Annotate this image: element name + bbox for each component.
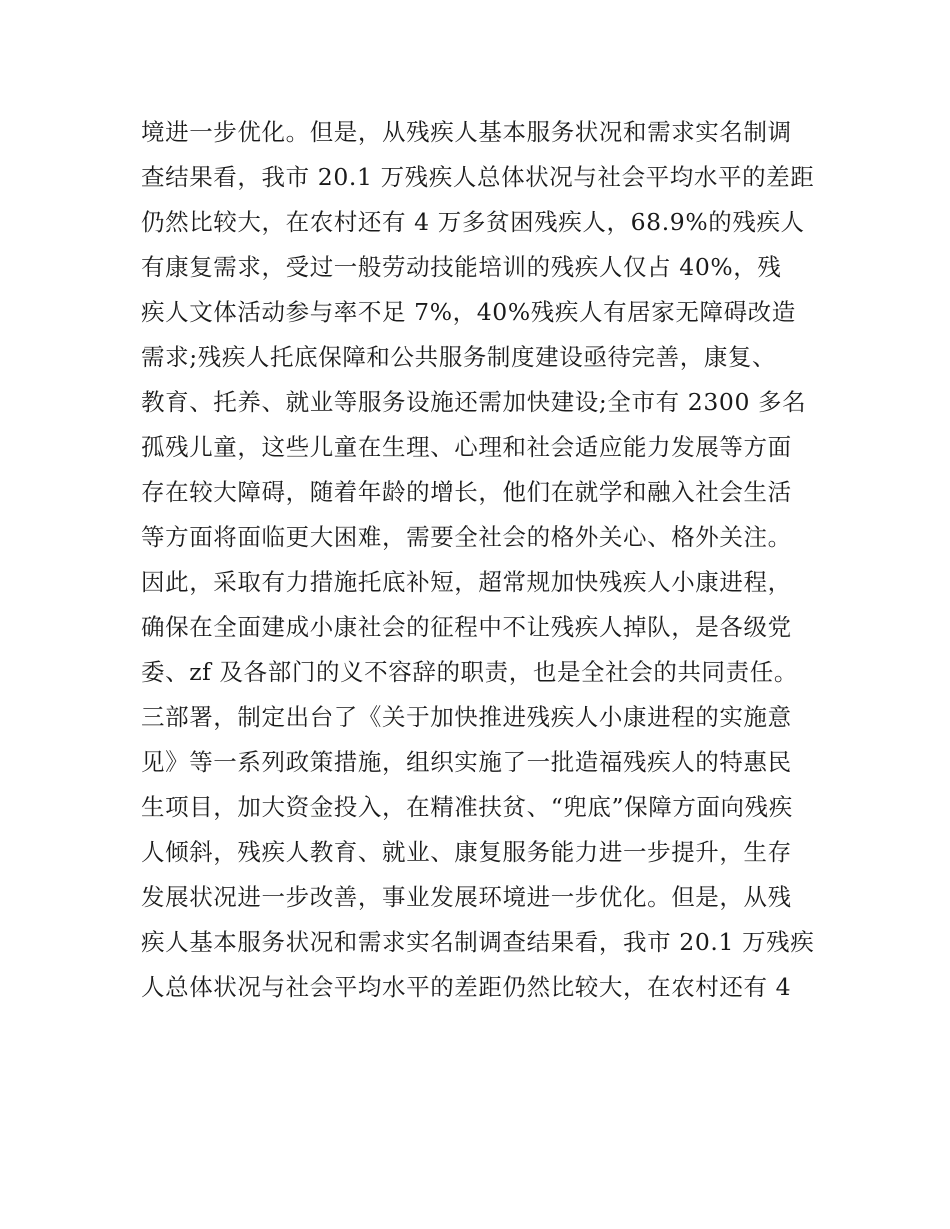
text-line-9: 存在较大障碍，随着年龄的增长，他们在就学和融入社会生活 (141, 478, 792, 506)
text-line-15: 见》等一系列政策措施，组织实施了一批造福残疾人的特惠民 (141, 748, 792, 776)
text-line-11: 因此，采取有力措施托底补短，超常规加快残疾人小康进程， (141, 568, 792, 596)
text-line-20: 人总体状况与社会平均水平的差距仍然比较大，在农村还有 4 (141, 973, 792, 1001)
text-line-14: 三部署，制定出台了《关于加快推进残疾人小康进程的实施意 (141, 703, 792, 731)
text-line-5: 疾人文体活动参与率不足 7%，40%残疾人有居家无障碍改造 (141, 298, 796, 326)
text-line-17: 人倾斜，残疾人教育、就业、康复服务能力进一步提升，生存 (141, 838, 792, 866)
text-line-4: 有康复需求，受过一般劳动技能培训的残疾人仅占 40%，残 (141, 253, 782, 281)
text-line-18: 发展状况进一步改善，事业发展环境进一步优化。但是，从残 (141, 883, 792, 911)
text-line-7: 教育、托养、就业等服务设施还需加快建设;全市有 2300 多名 (141, 388, 807, 416)
text-line-8: 孤残儿童，这些儿童在生理、心理和社会适应能力发展等方面 (141, 433, 792, 461)
text-line-13: 委、zf 及各部门的义不容辞的职责，也是全社会的共同责任。 (141, 658, 798, 686)
text-line-6: 需求;残疾人托底保障和公共服务制度建设亟待完善，康复、 (141, 343, 777, 371)
text-line-2: 查结果看，我市 20.1 万残疾人总体状况与社会平均水平的差距 (141, 163, 815, 191)
text-line-3: 仍然比较大，在农村还有 4 万多贫困残疾人，68.9%的残疾人 (141, 208, 805, 236)
text-line-19: 疾人基本服务状况和需求实名制调查结果看，我市 20.1 万残疾 (141, 928, 815, 956)
text-line-1: 境进一步优化。但是，从残疾人基本服务状况和需求实名制调 (141, 118, 792, 146)
text-line-10: 等方面将面临更大困难，需要全社会的格外关心、格外关注。 (141, 523, 792, 551)
text-line-12: 确保在全面建成小康社会的征程中不让残疾人掉队，是各级党 (141, 613, 792, 641)
text-line-16: 生项目，加大资金投入，在精准扶贫、“兜底”保障方面向残疾 (141, 793, 793, 821)
body-text (141, 110, 821, 1010)
